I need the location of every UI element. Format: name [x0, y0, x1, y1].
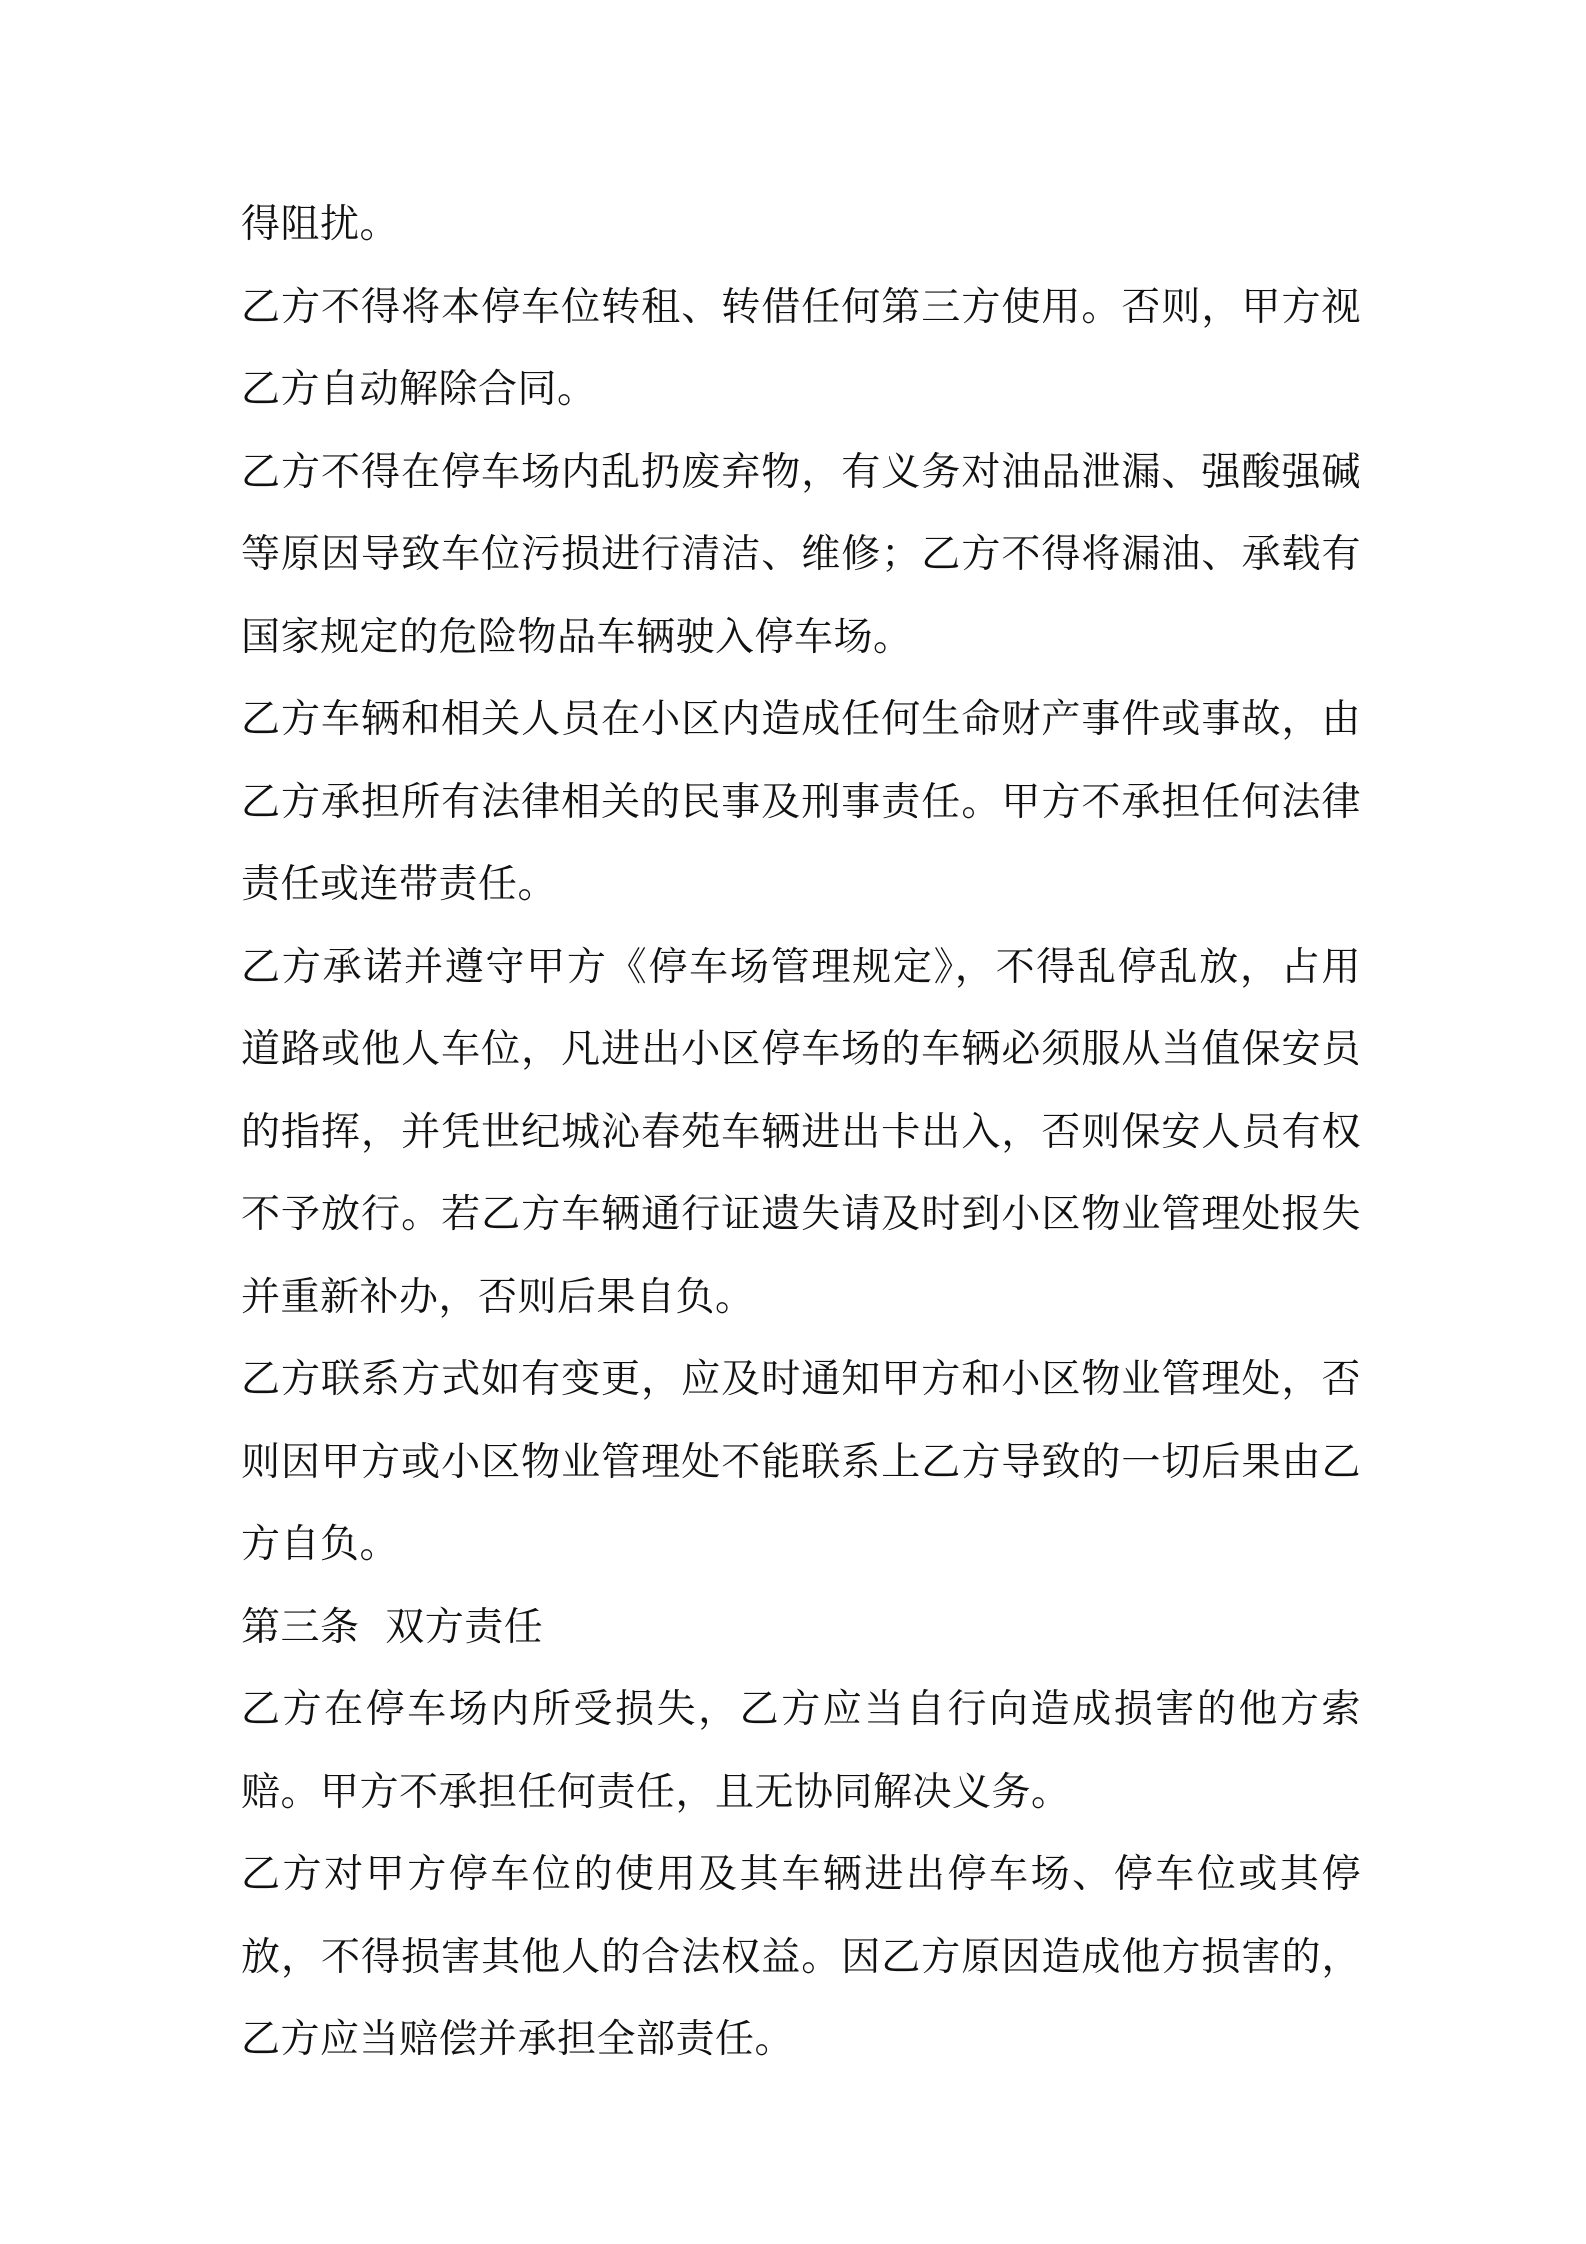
document-body [241, 184, 1361, 2082]
paragraph-continuation: 得阻扰。 [241, 202, 400, 247]
paragraph-liability: 乙方车辆和相关人员在小区内造成任何生命财产事件或事故，由乙方承担所有法律相关的民事及刑事责任。甲方不承担任何法律责任或连带责任。 [241, 697, 1361, 907]
section-heading-article-3: 第三条 双方责任 [241, 1604, 544, 1650]
paragraph-no-sublease: 乙方不得将本停车位转租、转借任何第三方使用。否则，甲方视乙方自动解除合同。 [241, 284, 1361, 412]
paragraph-contact-change: 乙方联系方式如有变更，应及时通知甲方和小区物业管理处，否则因甲方或小区物业管理处不能联系上乙方导致的一切后果由乙方自负。 [241, 1357, 1361, 1567]
paragraph-losses: 乙方在停车场内所受损失，乙方应当自行向造成损害的他方索赔。甲方不承担任何责任，且无协同解决义务。 [241, 1687, 1361, 1815]
paragraph-parking-rules: 乙方承诺并遵守甲方《停车场管理规定》，不得乱停乱放，占用道路或他人车位，凡进出小区停车场的车辆必须服从当值保安员的指挥，并凭世纪城沁春苑车辆进出卡出入，否则保安人员有权不予放行。若乙方车辆通行证遗失请及时到小区物业管理处报失并重新补办，否则后果自负。 [241, 944, 1361, 1320]
paragraph-rights: 乙方对甲方停车位的使用及其车辆进出停车场、停车位或其停放，不得损害其他人的合法权益。因乙方原因造成他方损害的，乙方应当赔偿并承担全部责任。 [241, 1852, 1361, 2062]
paragraph-no-littering: 乙方不得在停车场内乱扔废弃物，有义务对油品泄漏、强酸强碱等原因导致车位污损进行清洁、维修；乙方不得将漏油、承载有国家规定的危险物品车辆驶入停车场。 [241, 449, 1361, 660]
